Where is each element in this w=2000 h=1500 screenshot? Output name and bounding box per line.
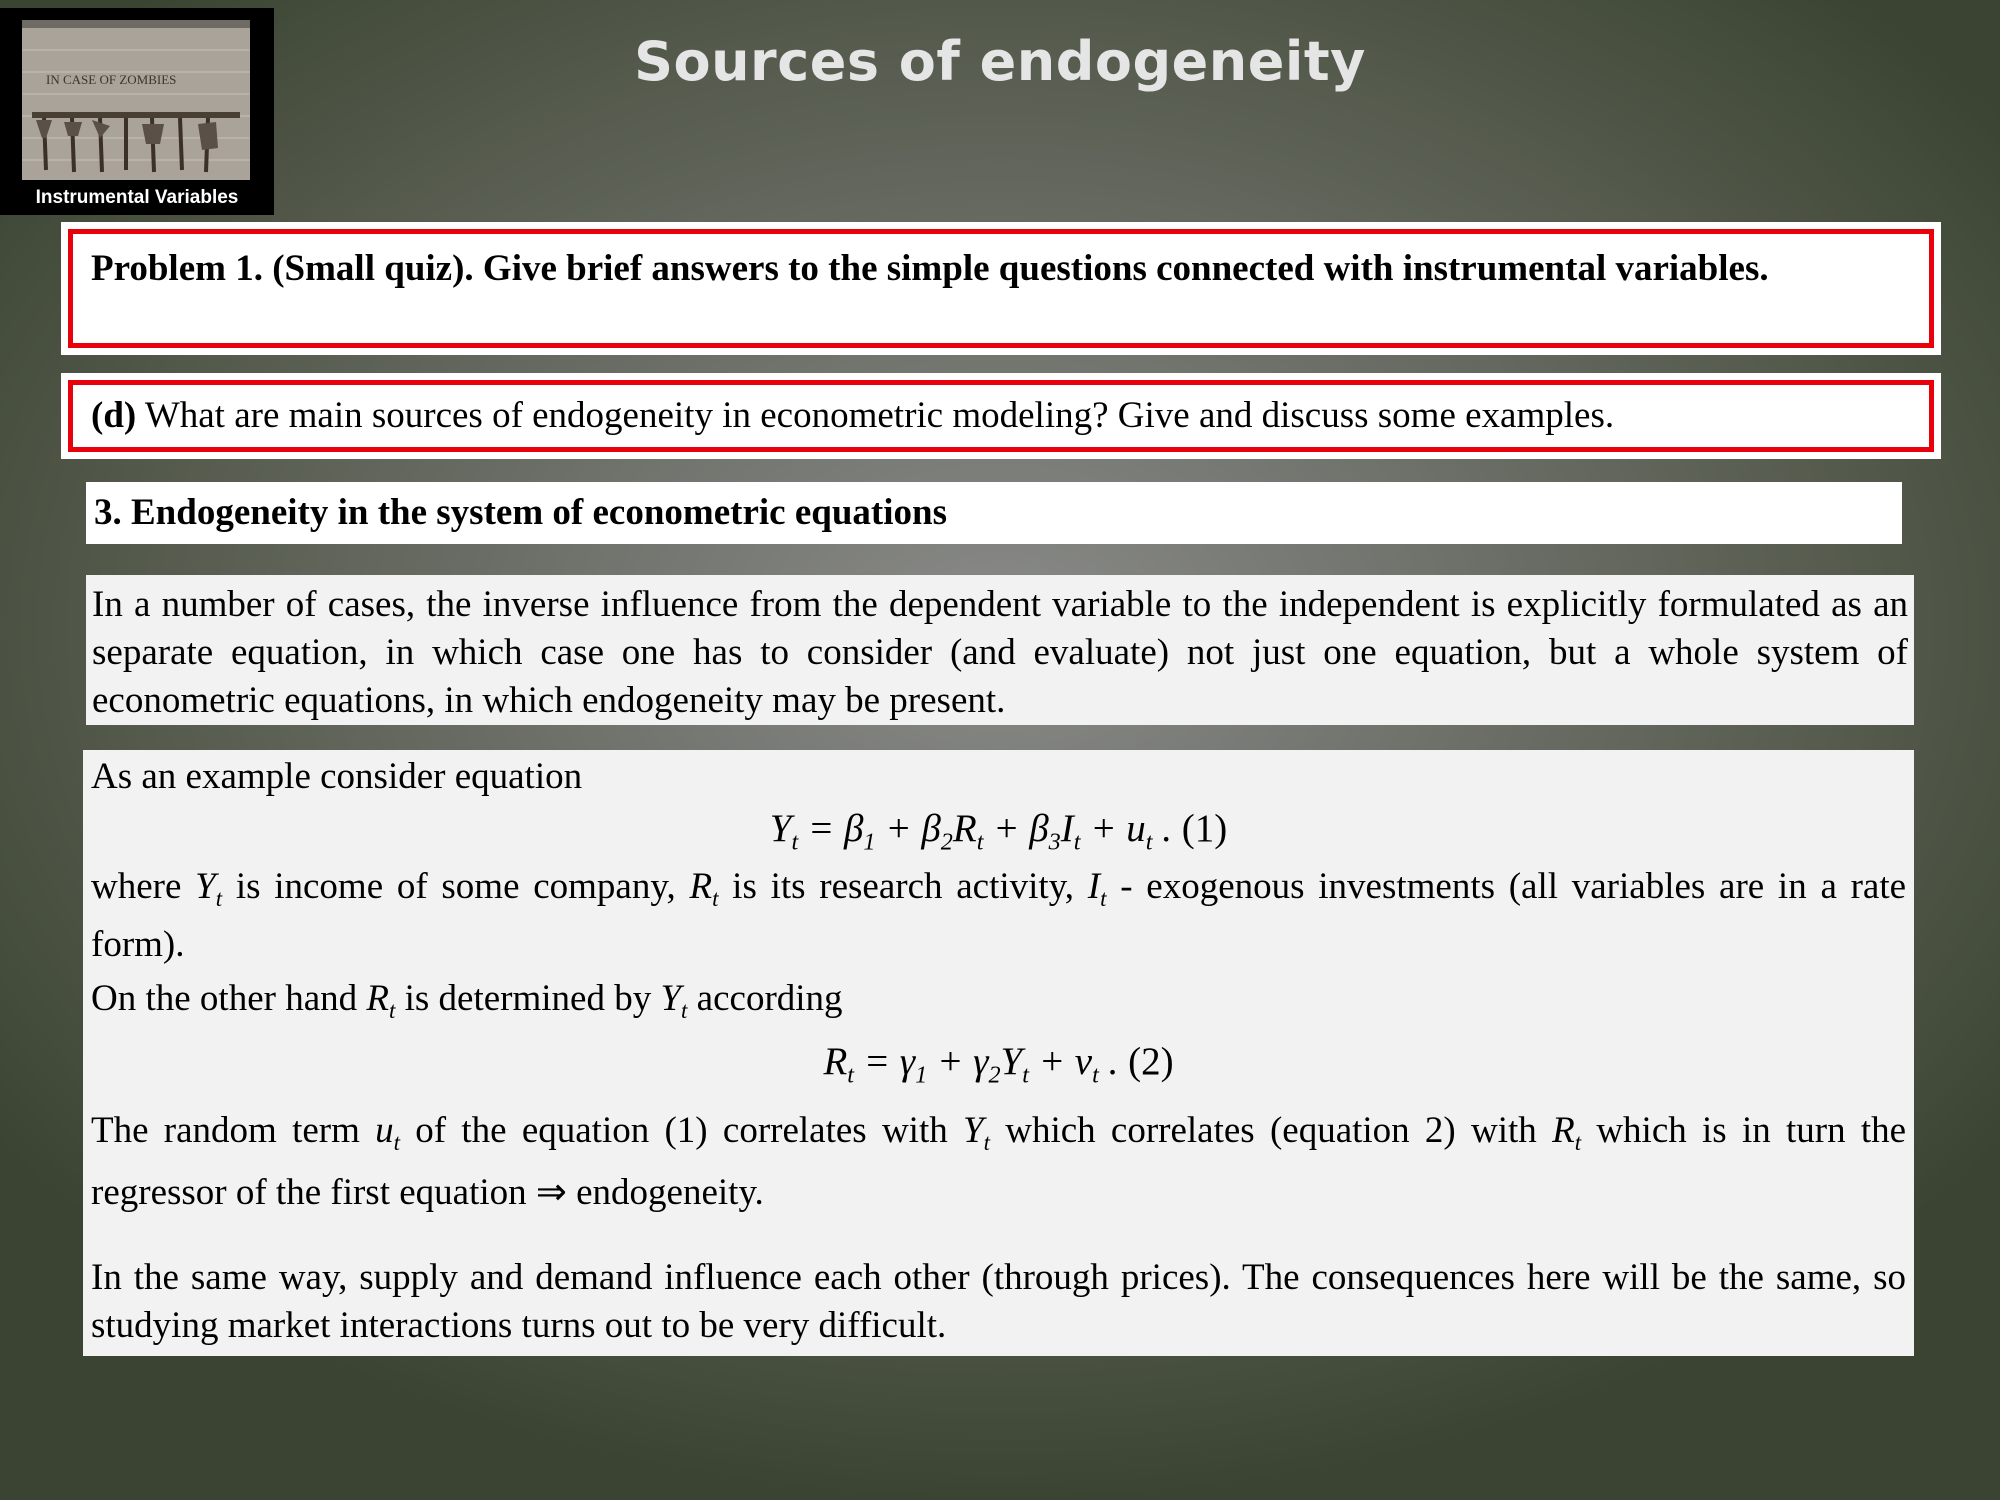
other-text-2: is determined by xyxy=(404,978,652,1019)
example-lead: As an example consider equation xyxy=(91,756,583,797)
random-text-3: which correlates (equation 2) with xyxy=(1005,1110,1537,1151)
sign-text: IN CASE OF ZOMBIES xyxy=(46,72,177,87)
slide-title: Sources of endogeneity xyxy=(634,30,1366,93)
where-text-1: where xyxy=(91,866,182,907)
equation-1: $Y_t = \beta_1 + \beta_2R_t + \beta_3I_t + u_t$ . (1) xyxy=(769,807,1228,856)
question-label: (d) xyxy=(91,395,137,436)
example-block xyxy=(83,750,1914,1356)
equation-1-number: (1) xyxy=(1181,807,1228,850)
other-text-1: On the other hand xyxy=(91,978,358,1019)
where-text-4: - exogenous investments (all variables are in a rate form). xyxy=(91,866,1907,965)
where-text-2: is income of some company, xyxy=(235,866,676,907)
problem-text: Problem 1. (Small quiz). Give brief answers to the simple questions connected with instrumental variables. xyxy=(68,229,1934,348)
section-heading: 3. Endogeneity in the system of econometric equations xyxy=(86,482,1902,544)
other-hand-line: On the other hand $R_t$ is determined by $Y_t$ according xyxy=(91,978,843,1024)
problem-box xyxy=(61,222,1941,355)
random-term-paragraph: The random term $u_t$ of the equation (1) correlates with $Y_t$ which correlates (equation 2) with $R_t$ which is in turn the regressor of the first equation ⇒ endogeneity. xyxy=(91,1110,1907,1213)
other-text-3: according xyxy=(696,978,843,1019)
equation-2: $R_t = \gamma_1 + \gamma_2Y_t + v_t$ . (2) xyxy=(823,1040,1174,1089)
random-text-4: which is in turn the regressor of the first equation ⇒ endogeneity. xyxy=(91,1110,1907,1213)
intro-paragraph: In a number of cases, the inverse influence from the dependent variable to the independent is explicitly formulated as an separate equation, in which case one has to consider (and evaluate) not just one equation, but a whole system of econometric equations, in which endogeneity may be present. xyxy=(86,575,1914,725)
random-text-1: The random term xyxy=(91,1110,360,1151)
where-text-3: is its research activity, xyxy=(732,866,1075,907)
where-paragraph: where $Y_t$ is income of some company, $R_t$ is its research activity, $I_t$ - exogenous investments (all variables are in a rate form). xyxy=(91,866,1907,965)
question-line xyxy=(68,380,1934,452)
question-text: What are main sources of endogeneity in econometric modeling? Give and discuss some examples. xyxy=(144,395,1615,436)
logo-caption: Instrumental Variables xyxy=(35,187,239,208)
question-box xyxy=(61,373,1941,459)
equation-2-number: (2) xyxy=(1128,1040,1174,1083)
closing-paragraph: In the same way, supply and demand influence each other (through prices). The consequences here will be the same, so studying market interactions turns out to be very difficult. xyxy=(91,1257,1906,1346)
random-text-2: of the equation (1) correlates with xyxy=(415,1110,948,1151)
